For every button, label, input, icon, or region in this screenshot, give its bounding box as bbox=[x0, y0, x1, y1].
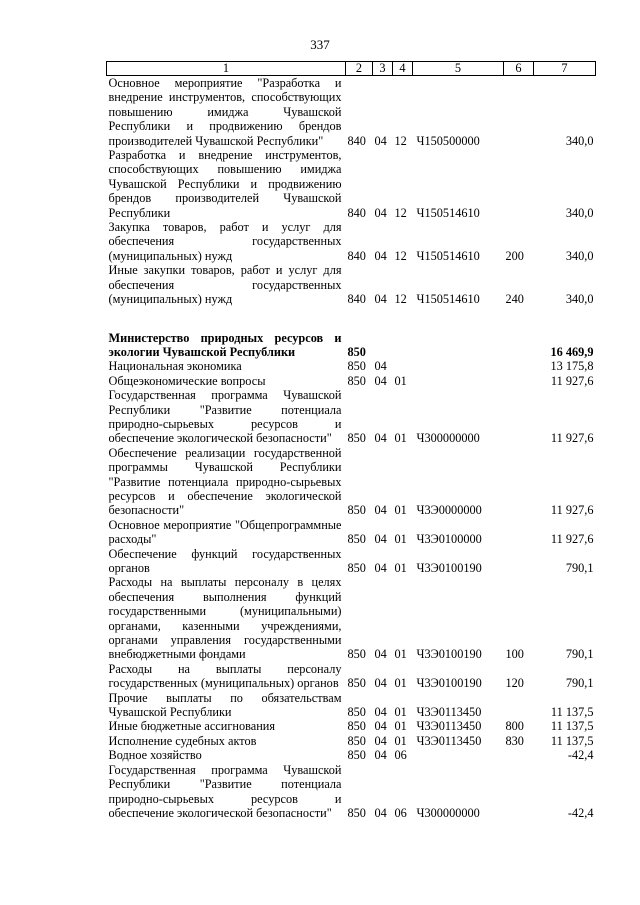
row-subsection: 01 bbox=[394, 733, 407, 748]
row-ministry-code: 850 bbox=[347, 359, 366, 374]
row-name: Обеспечение реализации государственной программы Чувашской Республики "Развитие потенциала природно-сырьевых ресурсов и обеспечение экологической безопасности" bbox=[108, 445, 342, 518]
row-target-article: Ч300000000 bbox=[416, 805, 480, 820]
table-row bbox=[107, 76, 596, 149]
row-expense-type bbox=[504, 518, 534, 547]
row-section: 04 bbox=[374, 733, 387, 748]
row-expense-type bbox=[504, 748, 534, 762]
header-col-4: 4 bbox=[393, 62, 413, 76]
table-row bbox=[107, 388, 596, 446]
row-expense-type bbox=[504, 446, 534, 518]
row-section: 04 bbox=[374, 205, 387, 220]
row-name: Обеспечение функций государственных органов bbox=[108, 546, 342, 575]
row-expense-type bbox=[504, 148, 534, 220]
row-expense-type bbox=[504, 388, 534, 446]
row-expense-type bbox=[504, 331, 534, 360]
row-subsection: 01 bbox=[394, 647, 407, 662]
row-ministry-code: 840 bbox=[347, 292, 366, 307]
row-section: 04 bbox=[374, 133, 387, 148]
header-col-2: 2 bbox=[346, 62, 373, 76]
row-ministry-code: 850 bbox=[347, 719, 366, 734]
row-section: 04 bbox=[374, 647, 387, 662]
row-name: Разработка и внедрение инструментов, способствующих повышению имиджа Чувашской Республики и продвижению брендов производителей Чувашской Республики bbox=[108, 148, 342, 220]
table-row bbox=[107, 734, 596, 748]
row-section: 04 bbox=[374, 719, 387, 734]
row-amount: 790,1 bbox=[565, 561, 594, 575]
row-name: Национальная экономика bbox=[108, 359, 242, 374]
row-subsection: 01 bbox=[394, 561, 407, 575]
row-target-article: Ч3Э0100000 bbox=[416, 532, 482, 547]
header-col-1: 1 bbox=[107, 62, 346, 76]
row-section: 04 bbox=[374, 805, 387, 820]
table-row bbox=[107, 719, 596, 733]
row-expense-type bbox=[504, 359, 534, 373]
row-target-article: Ч3Э0100190 bbox=[416, 676, 482, 691]
row-ministry-code: 850 bbox=[347, 805, 366, 820]
row-target-article: Ч3Э0113450 bbox=[416, 719, 482, 734]
table-row bbox=[107, 691, 596, 720]
table-row bbox=[107, 263, 596, 306]
row-subsection: 01 bbox=[394, 532, 407, 547]
row-amount: -42,4 bbox=[567, 748, 594, 763]
row-amount: 11 137,5 bbox=[550, 719, 594, 734]
row-target-article: Ч3Э0113450 bbox=[416, 733, 482, 748]
header-col-3: 3 bbox=[373, 62, 393, 76]
row-ministry-code: 850 bbox=[347, 748, 366, 763]
spacer-cell bbox=[107, 307, 596, 331]
row-section: 04 bbox=[374, 503, 387, 518]
row-subsection: 01 bbox=[394, 431, 407, 446]
table-row bbox=[107, 331, 596, 360]
row-expense-type bbox=[504, 691, 534, 720]
row-expense-type: 200 bbox=[505, 248, 524, 263]
table-row bbox=[107, 220, 596, 263]
row-expense-type: 830 bbox=[505, 733, 524, 748]
row-name: Иные закупки товаров, работ и услуг для обеспечения государственных (муниципальных) нужд bbox=[108, 263, 342, 307]
row-subsection: 06 bbox=[394, 748, 407, 763]
row-ministry-code: 850 bbox=[347, 431, 366, 446]
row-amount: 790,1 bbox=[565, 647, 594, 662]
row-target-article bbox=[413, 331, 504, 360]
row-expense-type: 100 bbox=[505, 647, 524, 662]
row-section: 04 bbox=[374, 431, 387, 446]
budget-table bbox=[106, 61, 596, 820]
row-target-article: Ч3Э0000000 bbox=[416, 503, 482, 518]
table-row bbox=[107, 518, 596, 547]
row-subsection: 12 bbox=[394, 248, 407, 263]
row-amount: 11 137,5 bbox=[550, 733, 594, 748]
row-section: 04 bbox=[374, 748, 387, 763]
row-target-article: Ч150514610 bbox=[416, 292, 480, 307]
row-ministry-code: 850 bbox=[347, 503, 366, 518]
row-section: 04 bbox=[374, 676, 387, 691]
row-name: Основное мероприятие "Разработка и внедрение инструментов, способствующих повышению имиджа Чувашской Республики и продвижению брендов производителей Чувашской Республики" bbox=[108, 76, 342, 148]
row-target-article: Ч3Э0100190 bbox=[416, 561, 482, 575]
row-section: 04 bbox=[374, 532, 387, 547]
table-row bbox=[107, 374, 596, 388]
header-col-6: 6 bbox=[504, 62, 534, 76]
row-section: 04 bbox=[374, 373, 387, 388]
table-row bbox=[107, 763, 596, 821]
row-ministry-code: 840 bbox=[347, 205, 366, 220]
row-amount: -42,4 bbox=[567, 805, 594, 820]
table-row bbox=[107, 148, 596, 220]
row-name: Иные бюджетные ассигнования bbox=[108, 719, 276, 734]
row-section: 04 bbox=[374, 705, 387, 720]
row-section: 04 bbox=[374, 292, 387, 307]
row-subsection: 01 bbox=[394, 676, 407, 691]
row-target-article: Ч150514610 bbox=[416, 205, 480, 220]
row-amount: 11 927,6 bbox=[550, 431, 594, 446]
row-ministry-code: 850 bbox=[347, 373, 366, 388]
row-ministry-code: 850 bbox=[347, 733, 366, 748]
header-col-7: 7 bbox=[534, 62, 596, 76]
row-name: Общеэкономические вопросы bbox=[108, 373, 266, 388]
row-amount: 13 175,8 bbox=[550, 359, 594, 374]
table-row bbox=[107, 662, 596, 691]
page-number: 337 bbox=[310, 37, 330, 52]
row-ministry-code: 850 bbox=[347, 705, 366, 720]
row-target-article bbox=[413, 748, 504, 762]
row-section: 04 bbox=[374, 359, 387, 374]
row-amount: 11 927,6 bbox=[550, 532, 594, 547]
row-ministry-code: 840 bbox=[347, 248, 366, 263]
row-amount: 340,0 bbox=[565, 248, 594, 263]
table-row bbox=[107, 575, 596, 661]
row-expense-type bbox=[504, 547, 534, 576]
row-target-article bbox=[413, 374, 504, 388]
row-target-article: Ч300000000 bbox=[416, 431, 480, 446]
row-target-article: Ч3Э0100190 bbox=[416, 647, 482, 662]
row-amount: 340,0 bbox=[565, 133, 594, 148]
row-name: Водное хозяйство bbox=[108, 748, 202, 763]
spacer-row bbox=[107, 307, 596, 331]
row-expense-type bbox=[504, 763, 534, 821]
row-section bbox=[373, 331, 393, 360]
row-target-article: Ч3Э0113450 bbox=[416, 705, 482, 720]
table-body bbox=[107, 76, 596, 821]
row-section: 04 bbox=[374, 561, 387, 575]
row-target-article bbox=[413, 359, 504, 373]
row-section: 04 bbox=[374, 248, 387, 263]
row-amount: 340,0 bbox=[565, 292, 594, 307]
row-subsection: 01 bbox=[394, 719, 407, 734]
row-expense-type bbox=[504, 76, 534, 149]
table-row bbox=[107, 359, 596, 373]
row-expense-type: 120 bbox=[505, 676, 524, 691]
row-subsection: 12 bbox=[394, 292, 407, 307]
row-subsection: 01 bbox=[394, 373, 407, 388]
row-name: Государственная программа Чувашской Республики "Развитие потенциала природно-сырьевых ресурсов и обеспечение экологической безопасности" bbox=[108, 762, 342, 820]
row-target-article: Ч150514610 bbox=[416, 248, 480, 263]
row-expense-type: 240 bbox=[505, 292, 524, 307]
row-ministry-code: 850 bbox=[347, 532, 366, 547]
row-subsection: 12 bbox=[394, 205, 407, 220]
row-name: Прочие выплаты по обязательствам Чувашской Республики bbox=[108, 690, 342, 720]
row-expense-type: 800 bbox=[505, 719, 524, 734]
row-name: Исполнение судебных актов bbox=[108, 733, 257, 748]
row-ministry-code: 850 bbox=[347, 647, 366, 662]
row-amount: 340,0 bbox=[565, 205, 594, 220]
row-amount: 16 469,9 bbox=[550, 344, 594, 359]
row-name: Расходы на выплаты персоналу государственных (муниципальных) органов bbox=[108, 661, 342, 691]
row-subsection: 01 bbox=[394, 705, 407, 720]
header-row bbox=[107, 62, 596, 76]
row-ministry-code: 850 bbox=[347, 344, 366, 359]
row-ministry-code: 850 bbox=[347, 561, 366, 575]
row-ministry-code: 840 bbox=[347, 133, 366, 148]
row-amount: 11 927,6 bbox=[550, 373, 594, 388]
row-subsection: 01 bbox=[394, 503, 407, 518]
table-row bbox=[107, 748, 596, 762]
table-row bbox=[107, 446, 596, 518]
row-name: Расходы на выплаты персоналу в целях обеспечения выполнения функций государственными (муниципальными) органами, казенными учреждениями, органами управления государственными внебюджетными фондами bbox=[108, 575, 342, 662]
row-expense-type bbox=[504, 374, 534, 388]
row-subsection bbox=[393, 359, 413, 373]
row-subsection bbox=[393, 331, 413, 360]
row-name: Закупка товаров, работ и услуг для обеспечения государственных (муниципальных) нужд bbox=[108, 220, 342, 263]
row-amount: 11 927,6 bbox=[550, 503, 594, 518]
row-subsection: 06 bbox=[394, 805, 407, 820]
row-subsection: 12 bbox=[394, 133, 407, 148]
row-amount: 790,1 bbox=[565, 676, 594, 691]
row-target-article: Ч150500000 bbox=[416, 133, 480, 148]
row-amount: 11 137,5 bbox=[550, 705, 594, 720]
row-name: Государственная программа Чувашской Республики "Развитие потенциала природно-сырьевых ресурсов и обеспечение экологической безопасности" bbox=[108, 388, 342, 446]
row-name: Министерство природных ресурсов и экологии Чувашской Республики bbox=[108, 330, 342, 359]
table-row bbox=[107, 547, 596, 576]
row-name: Основное мероприятие "Общепрограммные расходы" bbox=[108, 517, 342, 547]
row-ministry-code: 850 bbox=[347, 676, 366, 691]
table-header bbox=[107, 62, 596, 76]
header-col-5: 5 bbox=[413, 62, 504, 76]
